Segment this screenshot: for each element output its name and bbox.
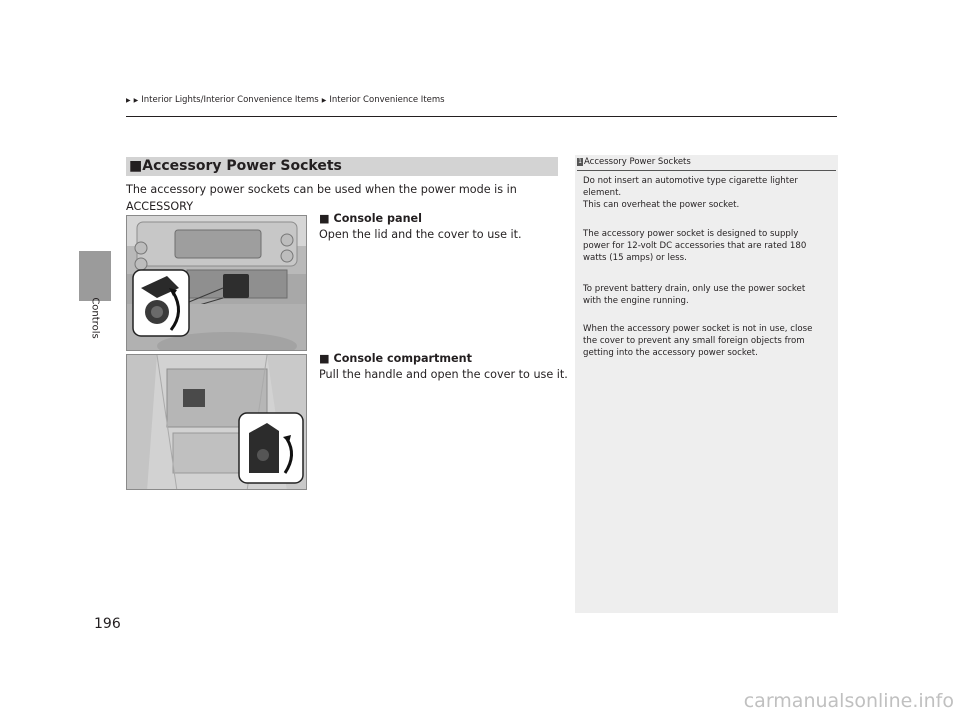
note-box xyxy=(575,155,838,613)
note-line: This can overheat the power socket. xyxy=(583,200,740,210)
note-line: To prevent battery drain, only use the power socket xyxy=(583,284,806,294)
note-rule xyxy=(577,170,836,171)
breadcrumb-arrow-icon: ▶ xyxy=(133,96,139,104)
note-line: getting into the accessory power socket. xyxy=(583,348,758,358)
subsection-marker-icon: ■ xyxy=(319,352,330,365)
page-number: 196 xyxy=(94,616,121,632)
note-title-text: Accessory Power Sockets xyxy=(584,157,691,167)
subsection-heading xyxy=(319,212,422,225)
note-line: element. xyxy=(583,188,622,198)
breadcrumb-item[interactable]: Interior Convenience Items xyxy=(329,95,445,105)
note-line: Do not insert an automotive type cigarette lighter xyxy=(583,176,798,186)
subsection-heading-text: Console compartment xyxy=(333,352,472,365)
header-rule xyxy=(126,116,837,117)
note-reference-icon: 1 xyxy=(578,158,582,165)
intro-line: The accessory power sockets can be used when the power mode is in ACCESSORY xyxy=(126,183,517,213)
breadcrumb xyxy=(126,95,445,105)
console-panel-photo xyxy=(126,215,307,351)
breadcrumb-arrow-icon: ▶ xyxy=(126,96,131,104)
section-title-text: Accessory Power Sockets xyxy=(142,158,342,174)
note-line: watts (15 amps) or less. xyxy=(583,253,687,263)
breadcrumb-item[interactable]: Interior Lights/Interior Convenience Items xyxy=(141,95,319,105)
section-title xyxy=(129,158,342,174)
subsection-body: Open the lid and the cover to use it. xyxy=(319,228,522,241)
subsection-marker-icon: ■ xyxy=(319,212,330,225)
note-line: the cover to prevent any small foreign objects from xyxy=(583,336,805,346)
console-compartment-photo xyxy=(126,354,307,490)
note-line: The accessory power socket is designed to supply xyxy=(583,229,799,239)
subsection-heading xyxy=(319,352,472,365)
note-line: power for 12-volt DC accessories that are rated 180 xyxy=(583,241,807,251)
note-line: When the accessory power socket is not in use, close xyxy=(583,324,813,334)
note-title xyxy=(577,157,691,167)
subsection-body: Pull the handle and open the cover to use it. xyxy=(319,368,568,381)
watermark: carmanualsonline.info xyxy=(743,690,954,712)
subsection-heading-text: Console panel xyxy=(333,212,422,225)
note-paragraph xyxy=(583,228,833,264)
breadcrumb-arrow-icon: ▶ xyxy=(321,96,327,104)
note-paragraph xyxy=(583,175,833,211)
sidebar-label: Controls xyxy=(89,297,101,339)
section-marker-icon: ■ xyxy=(129,158,143,174)
sidebar-tab xyxy=(79,251,111,301)
note-line: with the engine running. xyxy=(583,296,689,306)
note-paragraph xyxy=(583,323,833,359)
note-paragraph xyxy=(583,283,833,307)
